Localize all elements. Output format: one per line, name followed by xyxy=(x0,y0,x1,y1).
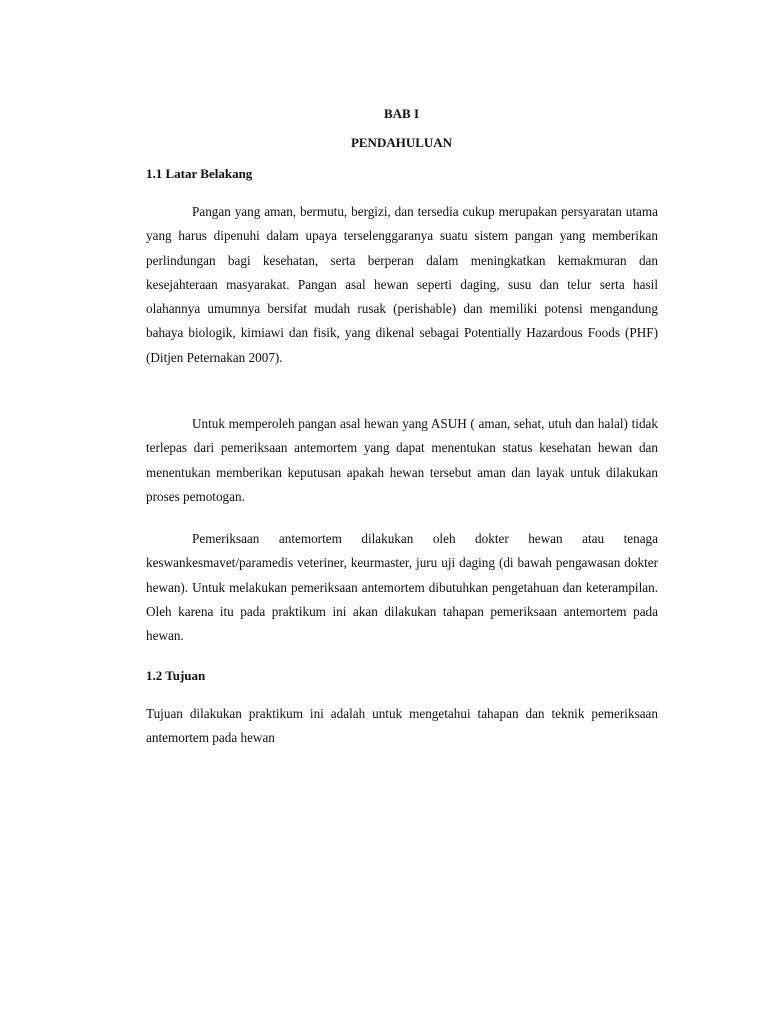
chapter-number: BAB I xyxy=(383,106,420,121)
paragraph: Pangan yang aman, bermutu, bergizi, dan tersedia cukup merupakan persyaratan utama yang harus dipenuhi dalam upaya terselenggaranya suatu sistem pangan yang memberikan perlindungan bagi kesehatan, serta berperan dalam meningkatkan kemakmuran dan kesejahteraan masyarakat. Pangan asal hewan seperti daging, susu dan telur serta hasil olahannya umumnya bersifat mudah rusak (perishable) dan memiliki potensi mengandung bahaya biologik, kimiawi dan fisik, yang dikenal sebagai Potentially Hazardous Foods (PHF) (Ditjen Peternakan 2007). xyxy=(146,204,658,365)
paragraph: Untuk memperoleh pangan asal hewan yang ASUH ( aman, sehat, utuh dan halal) tidak terlepas dari pemeriksaan antemortem yang dapat menentukan status kesehatan hewan dan menentukan memberikan keputusan apakah hewan tersebut aman dan layak untuk dilakukan proses pemotogan. xyxy=(146,416,658,504)
section-heading-tujuan: 1.2 Tujuan xyxy=(146,668,206,683)
chapter-title: PENDAHULUAN xyxy=(350,135,453,150)
section-heading-latar-belakang: 1.1 Latar Belakang xyxy=(146,166,253,181)
paragraph: Pemeriksaan antemortem dilakukan oleh dokter hewan atau tenaga keswankesmavet/paramedis veteriner, keurmaster, juru uji daging (di bawah pengawasan dokter hewan). Untuk melakukan pemeriksaan antemortem dibutuhkan pengetahuan dan keterampilan. Oleh karena itu pada praktikum ini akan dilakukan tahapan pemeriksaan antemortem pada hewan. xyxy=(146,531,658,644)
paragraph: Tujuan dilakukan praktikum ini adalah untuk mengetahui tahapan dan teknik pemeriksaan antemortem pada hewan xyxy=(146,706,658,746)
